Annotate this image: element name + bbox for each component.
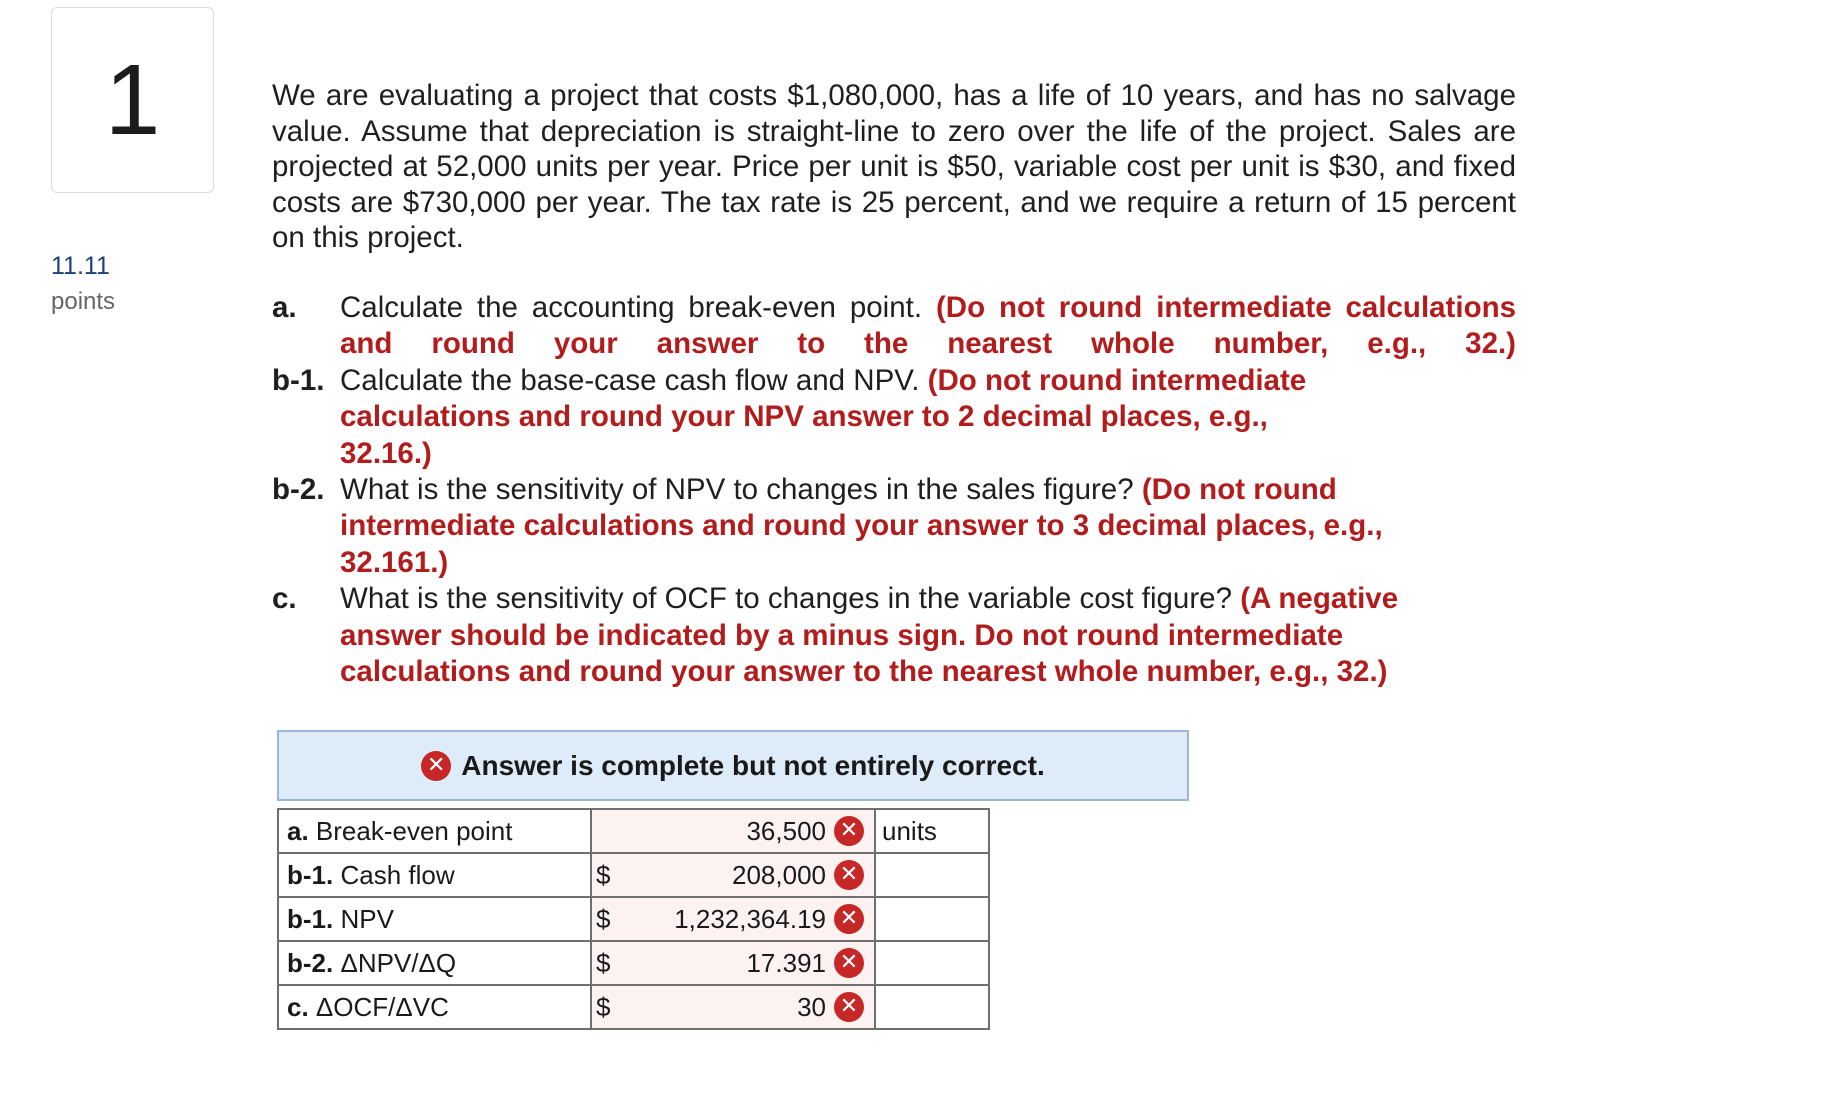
part-text [340, 290, 1516, 363]
answer-value: 208,000 [732, 859, 826, 890]
currency-symbol: $ [596, 947, 611, 978]
unit-label [875, 897, 989, 941]
part-label: b-1. [272, 363, 325, 397]
part-label: c. [272, 582, 297, 616]
row-label [278, 941, 591, 985]
row-label-text: ΔOCF/ΔVC [308, 991, 449, 1022]
row-label-part: c. [287, 991, 309, 1022]
x-circle-icon: ✕ [421, 751, 451, 781]
table-row [278, 941, 989, 985]
answer-field[interactable] [591, 941, 875, 985]
part-c [272, 581, 1516, 690]
row-label-part: b-1. [287, 859, 334, 890]
part-question: What is the sensitivity of OCF to changes in the variable cost figure? [340, 582, 1232, 616]
answer-value: 17.391 [746, 947, 826, 978]
question-number-box [51, 7, 214, 193]
answer-field[interactable] [591, 809, 875, 853]
row-label [278, 853, 591, 897]
unit-label [875, 853, 989, 897]
row-label [278, 809, 591, 853]
answer-table [277, 808, 990, 1030]
incorrect-x-icon: ✕ [834, 860, 864, 890]
table-row [278, 985, 989, 1029]
currency-symbol: $ [596, 903, 611, 934]
part-instruction: (A negative answer should be indicated by a minus sign. Do not round intermediate calculations and round your answer to the nearest whole number, e.g., 32.) [340, 582, 1399, 689]
question-intro: We are evaluating a project that costs $1,080,000, has a life of 10 years, and has no salvage value. Assume that depreciation is straight-line to zero over the life of the project. Sales are projected at 52,000 units per year. Price per unit is $50, variable cost per unit is $30, and fixed costs are $730,000 per year. The tax rate is 25 percent, and we require a return of 15 percent on this project. [272, 79, 1516, 254]
answer-value: 30 [797, 991, 826, 1022]
points-value: 11.11 [51, 252, 110, 280]
question-parts [272, 290, 1516, 690]
part-text [340, 363, 1516, 472]
currency-symbol: $ [596, 859, 611, 890]
incorrect-x-icon: ✕ [834, 992, 864, 1022]
row-label-text: Cash flow [333, 859, 455, 890]
part-b2 [272, 472, 1516, 581]
unit-label: units [875, 809, 989, 853]
part-instruction: (Do not round intermediate calculations and round your NPV answer to 2 decimal places, e.g., 32.16.) [340, 363, 1307, 470]
answer-value: 1,232,364.19 [674, 903, 826, 934]
part-a [272, 290, 1516, 363]
part-question: Calculate the base-case cash flow and NPV. [340, 363, 920, 397]
table-row [278, 853, 989, 897]
table-row [278, 897, 989, 941]
part-question: Calculate the accounting break-even point. [340, 291, 923, 324]
part-text [340, 472, 1516, 581]
answer-field[interactable] [591, 853, 875, 897]
row-label [278, 897, 591, 941]
incorrect-x-icon: ✕ [834, 816, 864, 846]
row-label-text: NPV [333, 903, 394, 934]
row-label-text: ΔNPV/ΔQ [333, 947, 457, 978]
part-text [340, 581, 1516, 690]
table-row [278, 809, 989, 853]
part-instruction: (Do not round intermediate calculations and round your answer to the nearest whole number, e.g., 32.) [340, 291, 1517, 361]
part-question: What is the sensitivity of NPV to changes in the sales figure? [340, 473, 1134, 507]
row-label-part: b-2. [287, 947, 334, 978]
row-label-part: b-1. [287, 903, 334, 934]
incorrect-x-icon: ✕ [834, 904, 864, 934]
part-label: b-2. [272, 473, 325, 507]
incorrect-x-icon: ✕ [834, 948, 864, 978]
row-label-part: a. [287, 815, 309, 846]
currency-symbol: $ [596, 991, 611, 1022]
row-label [278, 985, 591, 1029]
points-label: points [51, 288, 116, 315]
answer-field[interactable] [591, 985, 875, 1029]
answer-value: 36,500 [746, 815, 826, 846]
part-b1 [272, 363, 1516, 472]
feedback-message: Answer is complete but not entirely correct. [461, 749, 1045, 781]
feedback-banner [277, 730, 1189, 801]
unit-label [875, 985, 989, 1029]
question-number: 1 [104, 44, 161, 156]
unit-label [875, 941, 989, 985]
part-instruction: (Do not round intermediate calculations and round your answer to 3 decimal places, e.g., 32.161.) [340, 473, 1383, 579]
row-label-text: Break-even point [308, 815, 513, 846]
part-label: a. [272, 291, 297, 324]
answer-field[interactable] [591, 897, 875, 941]
